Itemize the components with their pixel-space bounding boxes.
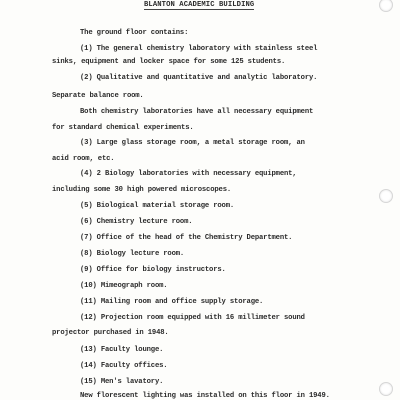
text-line: Separate balance room.: [52, 92, 144, 100]
document-heading: BLANTON ACADEMIC BUILDING: [144, 1, 255, 9]
text-line: (4) 2 Biology laboratories with necessary equipment,: [80, 170, 297, 178]
text-line: (14) Faculty offices.: [80, 362, 168, 370]
text-line: acid room, etc.: [52, 155, 115, 163]
text-line: New florescent lighting was installed on this floor in 1949.: [80, 392, 330, 400]
text-line: (13) Faculty lounge.: [80, 346, 164, 354]
text-line: (3) Large glass storage room, a metal storage room, an: [80, 139, 305, 147]
text-line: (7) Office of the head of the Chemistry Department.: [80, 234, 293, 242]
text-line: (5) Biological material storage room.: [80, 202, 235, 210]
text-line: including some 30 high powered microscopes.: [52, 186, 232, 194]
punch-hole-bottom: [379, 382, 393, 396]
punch-hole-middle: [379, 189, 393, 203]
text-line: (8) Biology lecture room.: [80, 250, 185, 258]
text-line: (11) Mailing room and office supply storage.: [80, 298, 264, 306]
punch-hole-top: [379, 0, 393, 12]
text-line: (2) Qualitative and quantitative and analytic laboratory.: [80, 74, 318, 82]
text-line: (6) Chemistry lecture room.: [80, 218, 193, 226]
text-line: (10) Mimeograph room.: [80, 282, 168, 290]
text-line: Both chemistry laboratories have all necessary equipment: [80, 108, 314, 116]
text-line: (9) Office for biology instructors.: [80, 266, 226, 274]
text-line: (15) Men's lavatory.: [80, 378, 164, 386]
intro-line: The ground floor contains:: [80, 29, 189, 37]
text-line: projector purchased in 1948.: [52, 329, 169, 337]
text-line: sinks, equipment and locker space for some 125 students.: [52, 58, 286, 66]
text-line: for standard chemical experiments.: [52, 124, 194, 132]
text-line: (12) Projection room equipped with 16 millimeter sound: [80, 314, 305, 322]
text-line: (1) The general chemistry laboratory with stainless steel: [80, 45, 318, 53]
